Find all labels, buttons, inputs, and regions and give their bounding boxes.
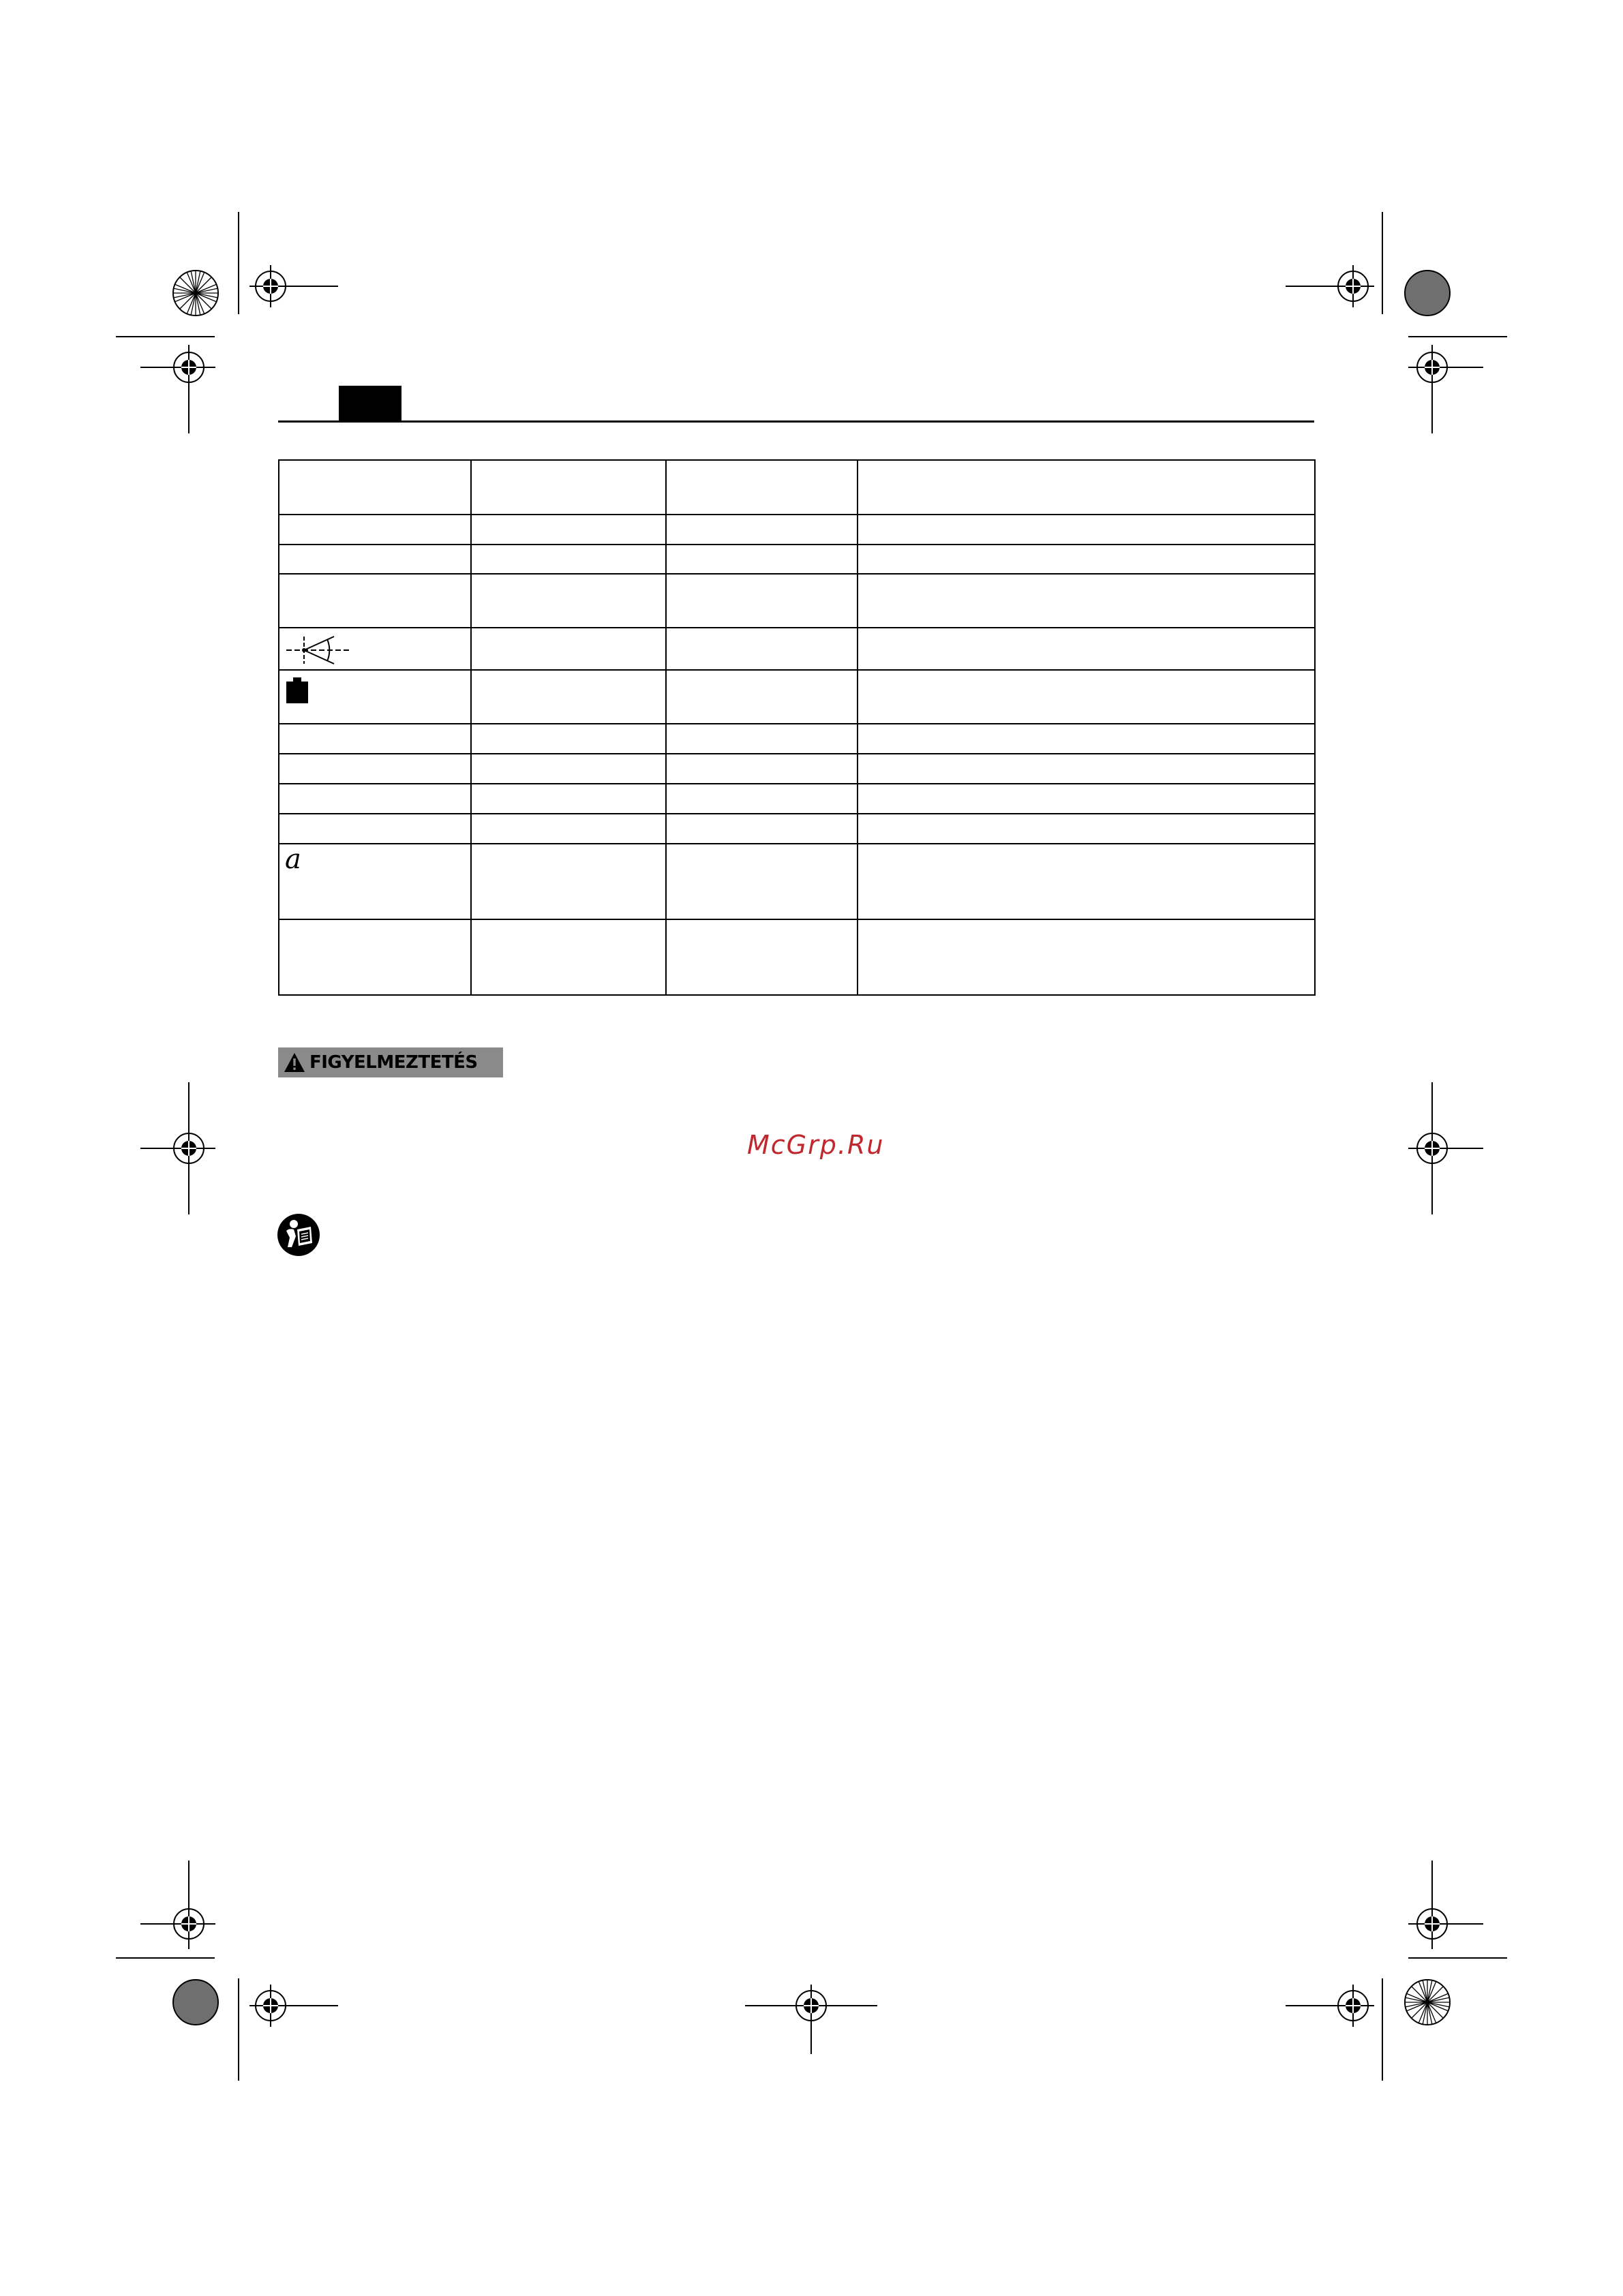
read-manual-icon	[277, 1213, 320, 1257]
table-cell	[471, 574, 666, 628]
table-row	[279, 784, 1315, 814]
table-row	[279, 670, 1315, 724]
table-row	[279, 814, 1315, 844]
header-rule	[278, 420, 1314, 423]
warning-triangle-icon	[284, 1052, 305, 1073]
table-cell	[858, 814, 1315, 844]
table-cell	[279, 754, 471, 784]
table-cell	[471, 545, 666, 574]
table-cell	[666, 814, 858, 844]
table-cell	[279, 628, 471, 670]
table-row	[279, 628, 1315, 670]
registration-gray-dot-mark	[172, 1978, 219, 2026]
table-cell	[279, 919, 471, 995]
crop-mark	[238, 212, 239, 314]
table-cell	[666, 919, 858, 995]
crop-mark	[116, 1957, 215, 1959]
table-cell	[858, 515, 1315, 545]
registration-star-mark	[172, 269, 219, 317]
table-cell	[858, 844, 1315, 919]
table-cell	[279, 574, 471, 628]
table-cell	[279, 844, 471, 919]
warning-label: FIGYELMEZTETÉS	[309, 1052, 478, 1073]
registration-mark	[249, 265, 338, 307]
table-cell	[279, 460, 471, 515]
table-cell	[471, 754, 666, 784]
registration-mark	[1286, 265, 1374, 307]
table-cell	[471, 784, 666, 814]
table-cell	[858, 460, 1315, 515]
table-cell	[666, 754, 858, 784]
table-cell	[666, 460, 858, 515]
table-cell	[279, 724, 471, 754]
table-cell	[279, 784, 471, 814]
table-cell	[858, 919, 1315, 995]
registration-mark	[1408, 1861, 1483, 1949]
table-cell	[666, 574, 858, 628]
registration-mark	[140, 1082, 215, 1214]
table-cell	[666, 784, 858, 814]
weight-icon	[285, 677, 309, 705]
table-cell	[471, 670, 666, 724]
registration-mark	[1408, 1082, 1483, 1214]
table-cell	[858, 724, 1315, 754]
registration-mark	[140, 345, 215, 433]
table-row	[279, 545, 1315, 574]
crop-mark	[1382, 1978, 1383, 2081]
table-cell	[471, 724, 666, 754]
registration-mark	[1286, 1985, 1374, 2027]
table-cell	[858, 628, 1315, 670]
table-cell	[471, 460, 666, 515]
table-cell	[858, 545, 1315, 574]
table-row	[279, 724, 1315, 754]
table-cell	[666, 628, 858, 670]
specification-table	[278, 459, 1316, 996]
registration-mark	[140, 1861, 215, 1949]
table-cell	[666, 545, 858, 574]
table-cell	[858, 670, 1315, 724]
registration-star-mark	[1404, 1978, 1451, 2026]
registration-mark	[745, 1985, 877, 2054]
table-row	[279, 844, 1315, 919]
table-row	[279, 754, 1315, 784]
crop-mark	[1408, 336, 1507, 337]
table-cell	[279, 545, 471, 574]
table-row	[279, 919, 1315, 995]
registration-mark	[1408, 345, 1483, 433]
table-cell	[666, 724, 858, 754]
table-cell	[279, 814, 471, 844]
table-cell	[471, 919, 666, 995]
watermark-link[interactable]: McGrp.Ru	[747, 1130, 885, 1160]
table-cell	[666, 515, 858, 545]
table-cell	[471, 844, 666, 919]
table-cell	[279, 670, 471, 724]
registration-gray-dot-mark	[1404, 269, 1451, 317]
vibration-symbol: a	[285, 844, 301, 875]
table-cell	[858, 784, 1315, 814]
table-cell	[279, 515, 471, 545]
cutting-angle-icon	[285, 634, 350, 667]
warning-box	[278, 1047, 503, 1077]
table-cell	[471, 814, 666, 844]
language-tab	[339, 386, 401, 421]
table-cell	[471, 628, 666, 670]
table-cell	[858, 574, 1315, 628]
table-row	[279, 574, 1315, 628]
crop-mark	[1382, 212, 1383, 314]
registration-mark	[249, 1985, 338, 2027]
table-row	[279, 515, 1315, 545]
crop-mark	[1408, 1957, 1507, 1959]
crop-mark	[238, 1978, 239, 2081]
table-cell	[858, 754, 1315, 784]
table-cell	[666, 670, 858, 724]
crop-mark	[116, 336, 215, 337]
table-cell	[471, 515, 666, 545]
table-row	[279, 460, 1315, 515]
table-cell	[666, 844, 858, 919]
